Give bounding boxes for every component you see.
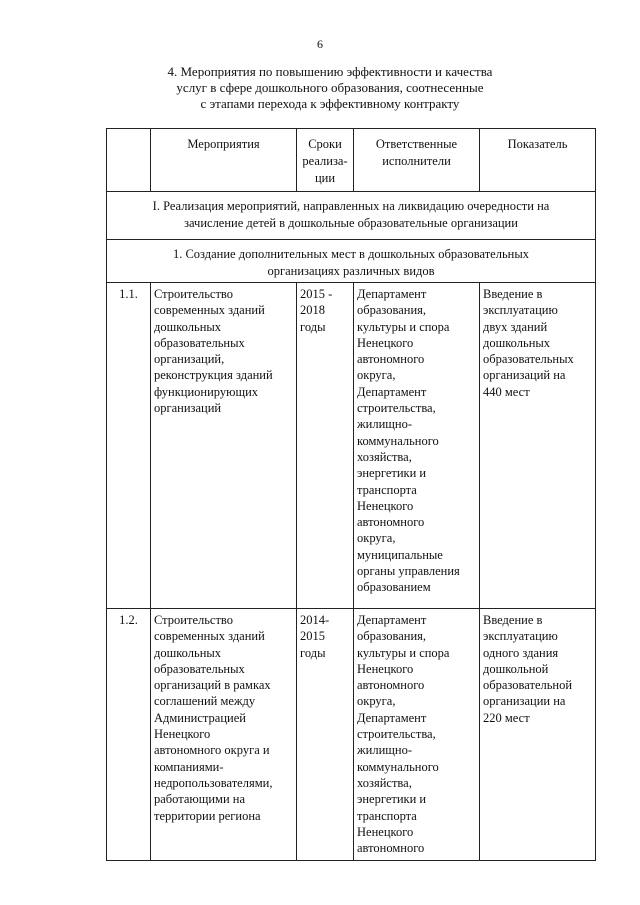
cell-line: строительства, [357,727,436,742]
cell-line: образовательных [154,661,245,676]
header-responsible-label: Ответственные [375,137,458,151]
cell-line: 2015 - [300,287,333,301]
cell-line: 2018 [300,303,325,318]
cell-line: организаций на [483,368,566,383]
subsection-title [107,240,596,283]
cell-line: организаций, [154,352,225,367]
header-responsible-label: исполнители [382,154,451,168]
cell-line: территории региона [154,808,261,823]
cell-line: функционирующих [154,384,259,399]
cell-line: организаций [154,401,222,416]
header-events-cell [151,129,297,192]
cell-line: организаций в рамках [154,678,271,693]
cell-line: автономного [357,352,425,367]
header-indicator-cell [480,129,596,192]
cell-line: автономного [357,678,425,693]
section-title-line: зачисление детей в дошкольные образовательные организации [184,216,518,230]
cell-line: 220 мест [483,710,530,725]
row-responsible [354,283,480,609]
cell-line: двух зданий [483,319,548,334]
cell-line: автономного [357,515,425,530]
cell-line: энергетики и [357,466,427,481]
cell-line: Департамент [357,710,427,725]
section-title-line: I. Реализация мероприятий, направленных на ликвидацию очередности на [152,199,550,213]
measures-table [106,128,596,861]
cell-line: Департамент [357,287,427,301]
cell-line: дошкольных [483,335,551,350]
cell-line: Ненецкого [357,335,414,350]
cell-line: автономного [357,841,425,856]
cell-line: Строительство [154,287,234,301]
row-number: 1.1. [107,283,151,609]
cell-line: коммунального [357,759,439,774]
cell-line: Ненецкого [154,727,211,742]
cell-line: образования, [357,629,427,644]
cell-line: Департамент [357,384,427,399]
cell-line: культуры и спора [357,645,450,660]
subsection-title-line: организациях различных видов [267,264,435,278]
header-number-cell [107,129,151,192]
cell-line: годы [300,645,326,660]
cell-line: округа, [357,368,396,383]
row-number: 1.2. [107,609,151,861]
cell-line: образованием [357,580,431,595]
cell-line: работающими на [154,792,246,807]
cell-line: строительства, [357,401,436,416]
row-responsible [354,609,480,861]
row-indicator [480,283,596,609]
cell-line: транспорта [357,482,417,497]
cell-line: Департамент [357,613,427,627]
subsection-row [107,240,596,283]
row-term [297,609,354,861]
row-event [151,283,297,609]
heading-line: с этапами перехода к эффективному контракту [200,96,460,111]
section-title [107,192,596,240]
cell-line: округа, [357,694,396,709]
header-responsible-cell [354,129,480,192]
cell-line: Введение в [483,287,543,301]
cell-line: Ненецкого [357,661,414,676]
cell-line: хозяйства, [357,449,412,464]
cell-line: автономного округа и [154,743,270,758]
table-header-row [107,129,596,192]
cell-line: 2014- [300,613,330,627]
cell-line: одного здания [483,645,559,660]
cell-line: коммунального [357,433,439,448]
cell-line: эксплуатацию [483,629,558,644]
cell-line: жилищно- [357,743,412,758]
header-terms-label: реализа- [302,154,348,168]
cell-line: транспорта [357,808,417,823]
cell-line: 440 мест [483,384,530,399]
cell-line: жилищно- [357,417,412,432]
document-heading [120,64,540,112]
row-event [151,609,297,861]
cell-line: хозяйства, [357,775,412,790]
cell-line: культуры и спора [357,319,450,334]
cell-line: реконструкция зданий [154,368,273,383]
subsection-title-line: 1. Создание дополнительных мест в дошкольных образовательных [172,247,530,261]
heading-line: 4. Мероприятия по повышению эффективности и качества [167,64,493,79]
header-terms-label: ции [314,171,336,185]
cell-line: муниципальные [357,547,443,562]
cell-line: образовательных [483,352,574,367]
cell-line: дошкольных [154,319,222,334]
cell-line: образования, [357,303,427,318]
cell-line: 2015 [300,629,325,644]
cell-line: организации на [483,694,566,709]
heading-line: услуг в сфере дошкольного образования, соотнесенные [176,80,484,95]
cell-line: энергетики и [357,792,427,807]
cell-line: округа, [357,531,396,546]
page-number: 6 [317,37,323,51]
header-events-label: Мероприятия [187,137,260,151]
cell-line: эксплуатацию [483,303,558,318]
cell-line: компаниями- [154,759,224,774]
row-indicator [480,609,596,861]
cell-line: Ненецкого [357,498,414,513]
table-row [107,609,596,861]
cell-line: годы [300,319,326,334]
cell-line: недропользователями, [154,775,273,790]
cell-line: соглашений между [154,694,256,709]
cell-line: образовательных [154,335,245,350]
cell-line: современных зданий [154,303,265,318]
cell-line: органы управления [357,564,460,579]
header-terms-label: Сроки [308,137,342,151]
cell-line: Введение в [483,613,543,627]
row-term [297,283,354,609]
cell-line: Ненецкого [357,824,414,839]
cell-line: образовательной [483,678,573,693]
cell-line: современных зданий [154,629,265,644]
cell-line: Администрацией [154,710,246,725]
cell-line: дошкольной [483,661,549,676]
cell-line: Строительство [154,613,234,627]
section-row [107,192,596,240]
cell-line: дошкольных [154,645,222,660]
table-row [107,283,596,609]
header-terms-cell [297,129,354,192]
header-indicator-label: Показатель [507,137,568,151]
